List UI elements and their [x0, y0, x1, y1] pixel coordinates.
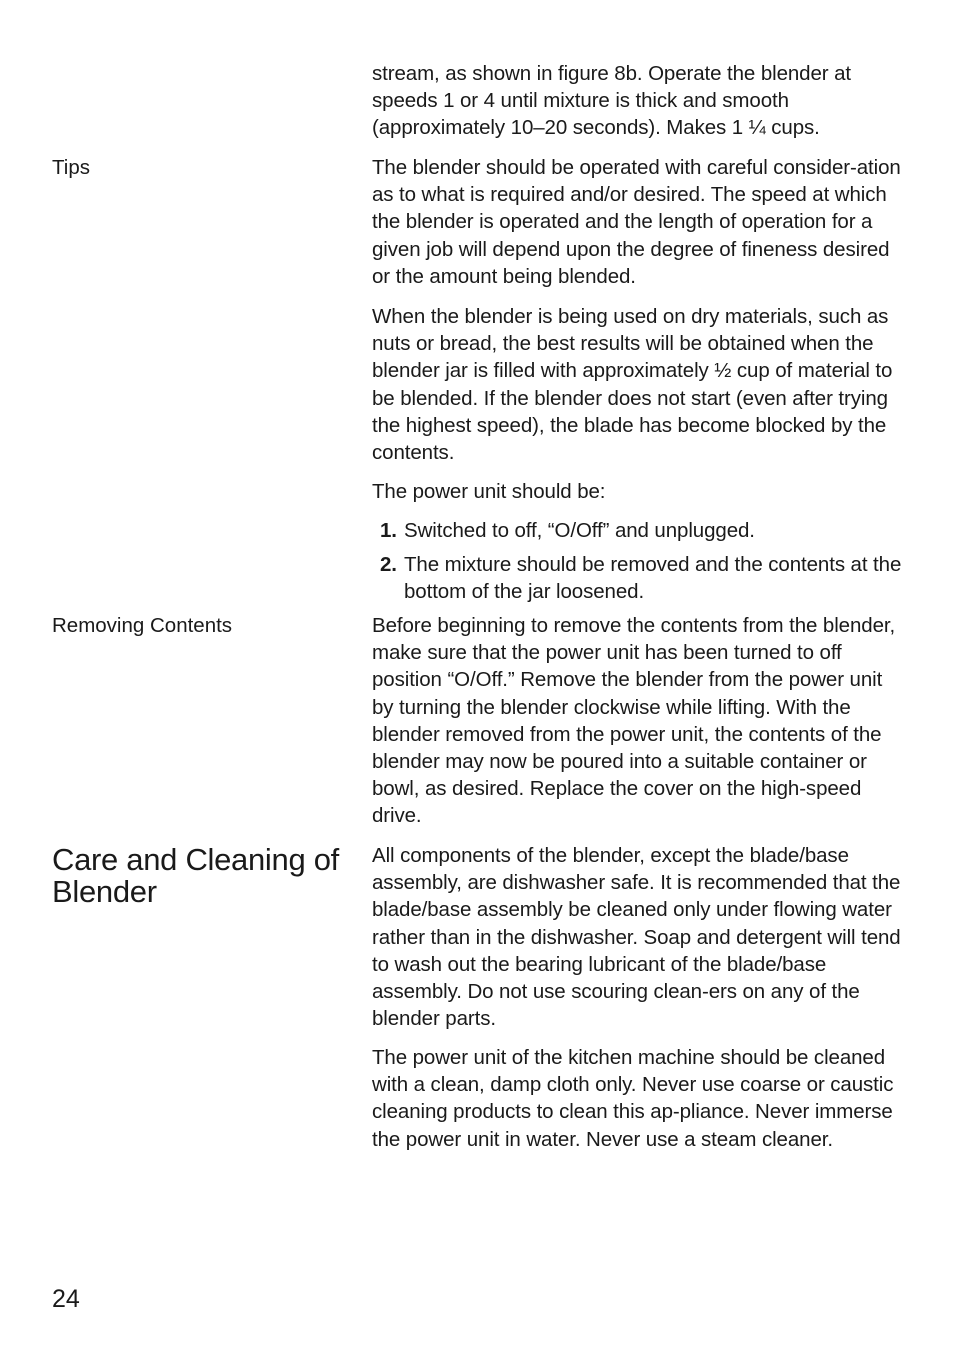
power-unit-steps-list — [372, 517, 902, 613]
tips-paragraph-3: The power unit should be: — [372, 480, 606, 503]
tips-label: Tips — [52, 156, 90, 179]
tips-paragraph-1: The blender should be operated with careful consider-ation as to what is required and/or desired. The speed at which the blender is operated and the length of operation for a given job will depend upon the degree of fineness desired or the amount being blended. — [372, 156, 901, 288]
step-number: 1. — [380, 519, 397, 542]
page-number: 24 — [52, 1285, 80, 1313]
care-cleaning-heading: Care and Cleaning of Blender — [52, 842, 339, 909]
care-cleaning-paragraph-1: All components of the blender, except the blade/base assembly, are dishwasher safe. It is recommended that the blade/base assembly be cleaned only under flowing water rather than in the dishwasher. Soap and detergent will tend to wash out the bearing lubricant of the blade/base assembly. Do not use scouring clean-ers on any of the blender parts. — [372, 844, 901, 1031]
removing-contents-label: Removing Contents — [52, 614, 233, 637]
step-item — [372, 551, 902, 605]
step-text: Switched to off, “O/Off” and unplugged. — [404, 519, 755, 542]
removing-contents-paragraph: Before beginning to remove the contents from the blender, make sure that the power unit has been turned to off position “O/Off.” Remove the blender from the power unit by turning the blender clockwise while lifting. With the blender removed from the power unit, the contents of the blender may now be poured into a suitable container or bowl, as desired. Replace the cover on the high-speed drive. — [372, 614, 896, 828]
step-text: The mixture should be removed and the contents at the bottom of the jar loosened. — [404, 553, 902, 604]
tips-paragraph-2: When the blender is being used on dry materials, such as nuts or bread, the best results will be obtained when the blender jar is filled with approximately ½ cup of material to be blended. If the blender does not start (even after trying the highest speed), the blade has become blocked by the contents. — [372, 305, 893, 465]
intro-continuation-paragraph: stream, as shown in figure 8b. Operate the blender at speeds 1 or 4 until mixture is thick and smooth (approximately 10–20 seconds). Makes 1 ¼ cups. — [372, 62, 852, 140]
step-number: 2. — [380, 553, 397, 577]
step-item — [372, 517, 902, 544]
care-cleaning-paragraph-2: The power unit of the kitchen machine should be cleaned with a clean, damp cloth only. Never use coarse or caustic cleaning products to clean this ap-pliance. Never immerse the power unit in water. Never use a steam cleaner. — [372, 1046, 894, 1151]
